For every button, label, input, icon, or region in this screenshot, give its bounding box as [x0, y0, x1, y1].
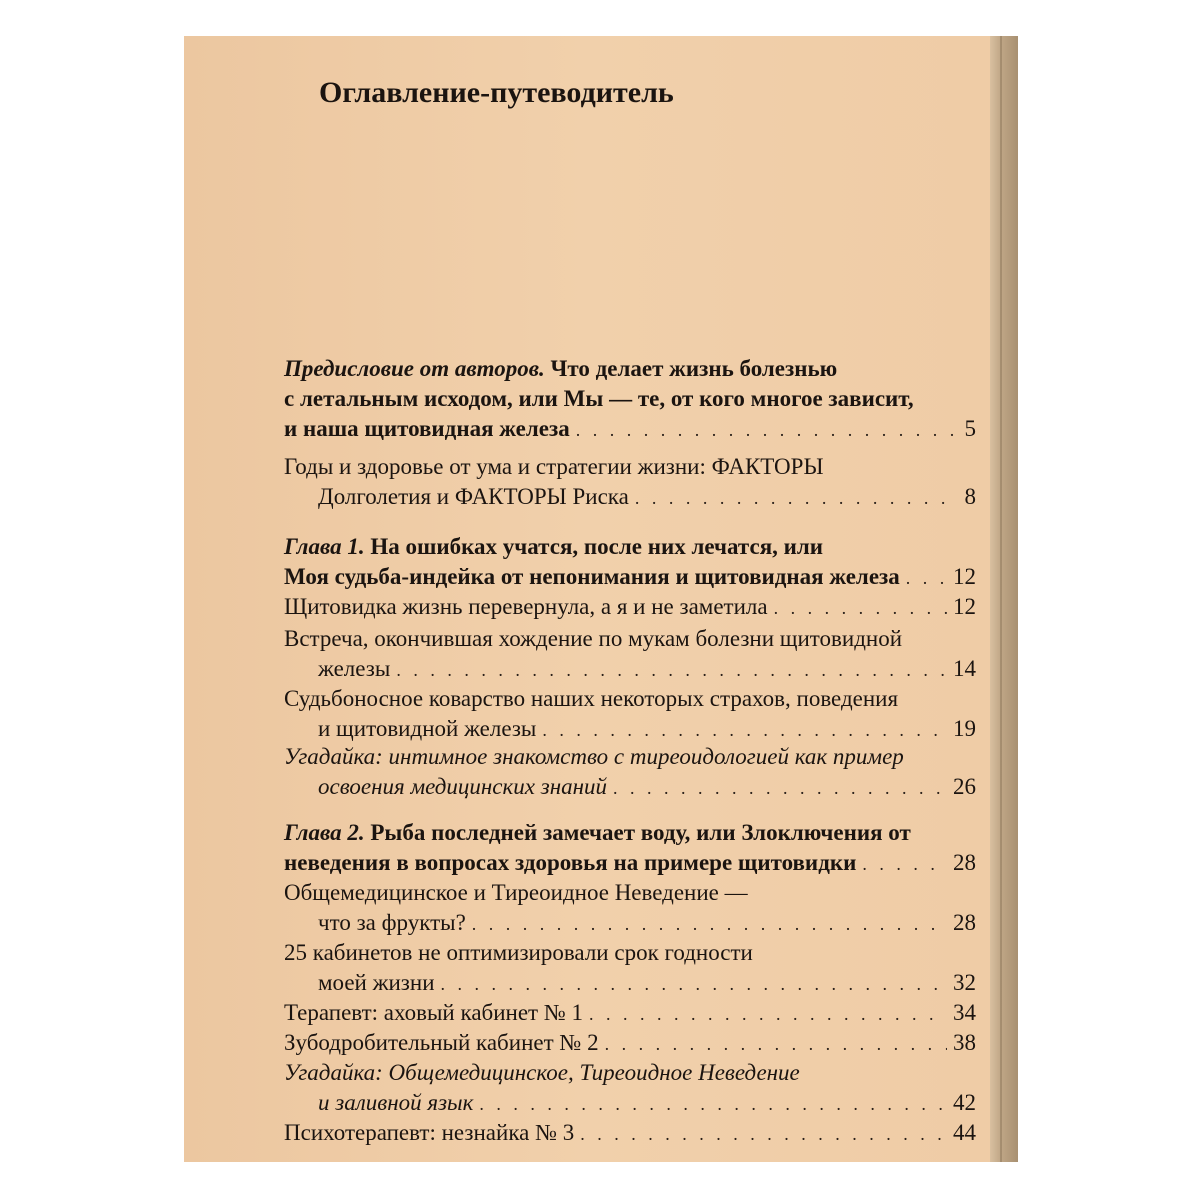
- dot-leader: [862, 849, 947, 879]
- toc-entry: [284, 452, 976, 512]
- toc-line-text: [284, 880, 748, 905]
- toc-line: [284, 1118, 976, 1148]
- toc-line: [284, 482, 976, 512]
- page-number: 26: [953, 774, 976, 799]
- page-number: 5: [964, 416, 976, 441]
- page-edge: [990, 36, 1018, 1162]
- dot-leader: [589, 999, 947, 1029]
- toc-line-text: [284, 454, 824, 479]
- toc-text-run: что за фрукты?: [318, 910, 466, 935]
- toc-line-text: [318, 714, 536, 744]
- toc-line: [284, 452, 976, 482]
- dot-leader: [472, 909, 947, 939]
- toc-line-text: [318, 968, 435, 998]
- dot-leader: [580, 1119, 947, 1149]
- toc-text-run: освоения медицинских знаний: [318, 774, 608, 799]
- page-title: Оглавление-путеводитель: [319, 76, 674, 109]
- toc-text-run: Годы и здоровье от ума и стратегии жизни: ФАКТОРЫ: [284, 454, 824, 479]
- toc-text-run: Зубодробительный кабинет № 2: [284, 1030, 599, 1055]
- dot-leader: [542, 715, 947, 745]
- toc-entry: [284, 818, 976, 878]
- toc-entry: [284, 998, 976, 1028]
- page-number: 12: [953, 594, 976, 619]
- book-page: [184, 36, 990, 1162]
- toc-text-run: Угадайка: Общемедицинское, Тиреоидное Неведение: [284, 1060, 800, 1085]
- page-number: 34: [953, 1000, 976, 1025]
- toc-line-text: [318, 654, 390, 684]
- toc-line-text: [284, 386, 914, 411]
- toc-line: [284, 624, 976, 654]
- toc-line-text: [284, 848, 856, 878]
- toc-entry: [284, 624, 976, 684]
- toc-line-text: [284, 686, 898, 711]
- toc-text-run: Рыба последней замечает воду, или Злоключения от: [364, 820, 911, 845]
- toc-line-text: [284, 744, 904, 769]
- toc-line-text: [284, 562, 900, 592]
- toc-text-run: Предисловие от авторов.: [284, 356, 545, 381]
- toc-line: [284, 1058, 976, 1088]
- toc-text-run: с летальным исходом, или Мы — те, от кого многое зависит,: [284, 386, 914, 411]
- toc-entry: [284, 742, 976, 802]
- dot-leader: [396, 655, 947, 685]
- dot-leader: [479, 1089, 947, 1119]
- dot-leader: [576, 415, 956, 445]
- page-number: 28: [953, 850, 976, 875]
- toc-text-run: Психотерапевт: незнайка № 3: [284, 1120, 575, 1145]
- toc-line: [284, 592, 976, 622]
- toc-line: [284, 354, 976, 384]
- toc-text-run: Угадайка: интимное знакомство с тиреоидологией как пример: [284, 744, 904, 769]
- toc-text-run: Что делает жизнь болезнью: [544, 356, 838, 381]
- dot-leader: [441, 969, 947, 999]
- toc-text-run: и щитовидной железы: [318, 716, 537, 741]
- toc-line: [284, 742, 976, 772]
- toc-line: [284, 878, 976, 908]
- dot-leader: [774, 593, 947, 623]
- toc-line-text: [318, 772, 607, 802]
- toc-entry: [284, 1028, 976, 1058]
- toc-line: [284, 968, 976, 998]
- toc-line-text: [318, 482, 629, 512]
- toc-entry: [284, 592, 976, 622]
- toc-text-run: Глава 1.: [284, 534, 365, 559]
- toc-entry: [284, 532, 976, 592]
- toc-entry: [284, 878, 976, 938]
- toc-line-text: [284, 356, 837, 381]
- toc-line-text: [284, 414, 570, 444]
- page-number: 38: [953, 1030, 976, 1055]
- toc-line: [284, 908, 976, 938]
- toc-line-text: [318, 1088, 473, 1118]
- toc-text-run: Моя судьба-индейка от непонимания и щитовидная железа: [284, 564, 900, 589]
- toc-text-run: Судьбоносное коварство наших некоторых страхов, поведения: [284, 686, 899, 711]
- toc-line-text: [284, 534, 823, 559]
- toc-line-text: [284, 820, 911, 845]
- toc-line: [284, 998, 976, 1028]
- toc-line: [284, 938, 976, 968]
- toc-line: [284, 684, 976, 714]
- dot-leader: [605, 1029, 947, 1059]
- toc-text-run: железы: [318, 656, 391, 681]
- toc-text-run: Общемедицинское и Тиреоидное Неведение —: [284, 880, 748, 905]
- toc-text-run: и заливной язык: [318, 1090, 474, 1115]
- toc-text-run: и наша щитовидная железа: [284, 416, 570, 441]
- toc-line-text: [284, 998, 583, 1028]
- toc-line: [284, 384, 976, 414]
- toc-line: [284, 772, 976, 802]
- toc-text-run: Глава 2.: [284, 820, 365, 845]
- toc-text-run: Долголетия и ФАКТОРЫ Риска: [318, 484, 629, 509]
- toc-line-text: [284, 592, 768, 622]
- toc-text-run: неведения в вопросах здоровья на примере щитовидки: [284, 850, 857, 875]
- dot-leader: [635, 483, 956, 513]
- page-number: 28: [953, 910, 976, 935]
- page-number: 19: [953, 716, 976, 741]
- toc-entry: [284, 1118, 976, 1148]
- toc-line: [284, 654, 976, 684]
- page-number: 12: [953, 564, 976, 589]
- toc-line-text: [284, 1028, 599, 1058]
- toc-entry: [284, 354, 976, 444]
- toc-text-run: Щитовидка жизнь перевернула, а я и не заметила: [284, 594, 768, 619]
- toc-text-run: Терапевт: аховый кабинет № 1: [284, 1000, 584, 1025]
- page-number: 42: [953, 1090, 976, 1115]
- page-number: 32: [953, 970, 976, 995]
- toc-text-run: моей жизни: [318, 970, 435, 995]
- dot-leader: [613, 773, 947, 803]
- toc-line-text: [284, 1118, 574, 1148]
- page-number: 14: [953, 656, 976, 681]
- toc-text-run: На ошибках учатся, после них лечатся, или: [364, 534, 824, 559]
- toc-line-text: [284, 940, 753, 965]
- toc-entry: [284, 938, 976, 998]
- toc-line: [284, 562, 976, 592]
- toc-line-text: [284, 626, 902, 651]
- toc-line-text: [318, 908, 466, 938]
- toc-line: [284, 1028, 976, 1058]
- dot-leader: [906, 563, 947, 593]
- toc-line: [284, 714, 976, 744]
- toc-line: [284, 532, 976, 562]
- toc-text-run: Встреча, окончившая хождение по мукам болезни щитовидной: [284, 626, 903, 651]
- toc-entry: [284, 684, 976, 744]
- toc-line: [284, 818, 976, 848]
- toc-line-text: [284, 1060, 800, 1085]
- toc-text-run: 25 кабинетов не оптимизировали срок годности: [284, 940, 753, 965]
- toc-entry: [284, 1058, 976, 1118]
- page-number: 8: [964, 484, 976, 509]
- toc-line: [284, 1088, 976, 1118]
- toc-line: [284, 414, 976, 444]
- toc-line: [284, 848, 976, 878]
- page-number: 44: [953, 1120, 976, 1145]
